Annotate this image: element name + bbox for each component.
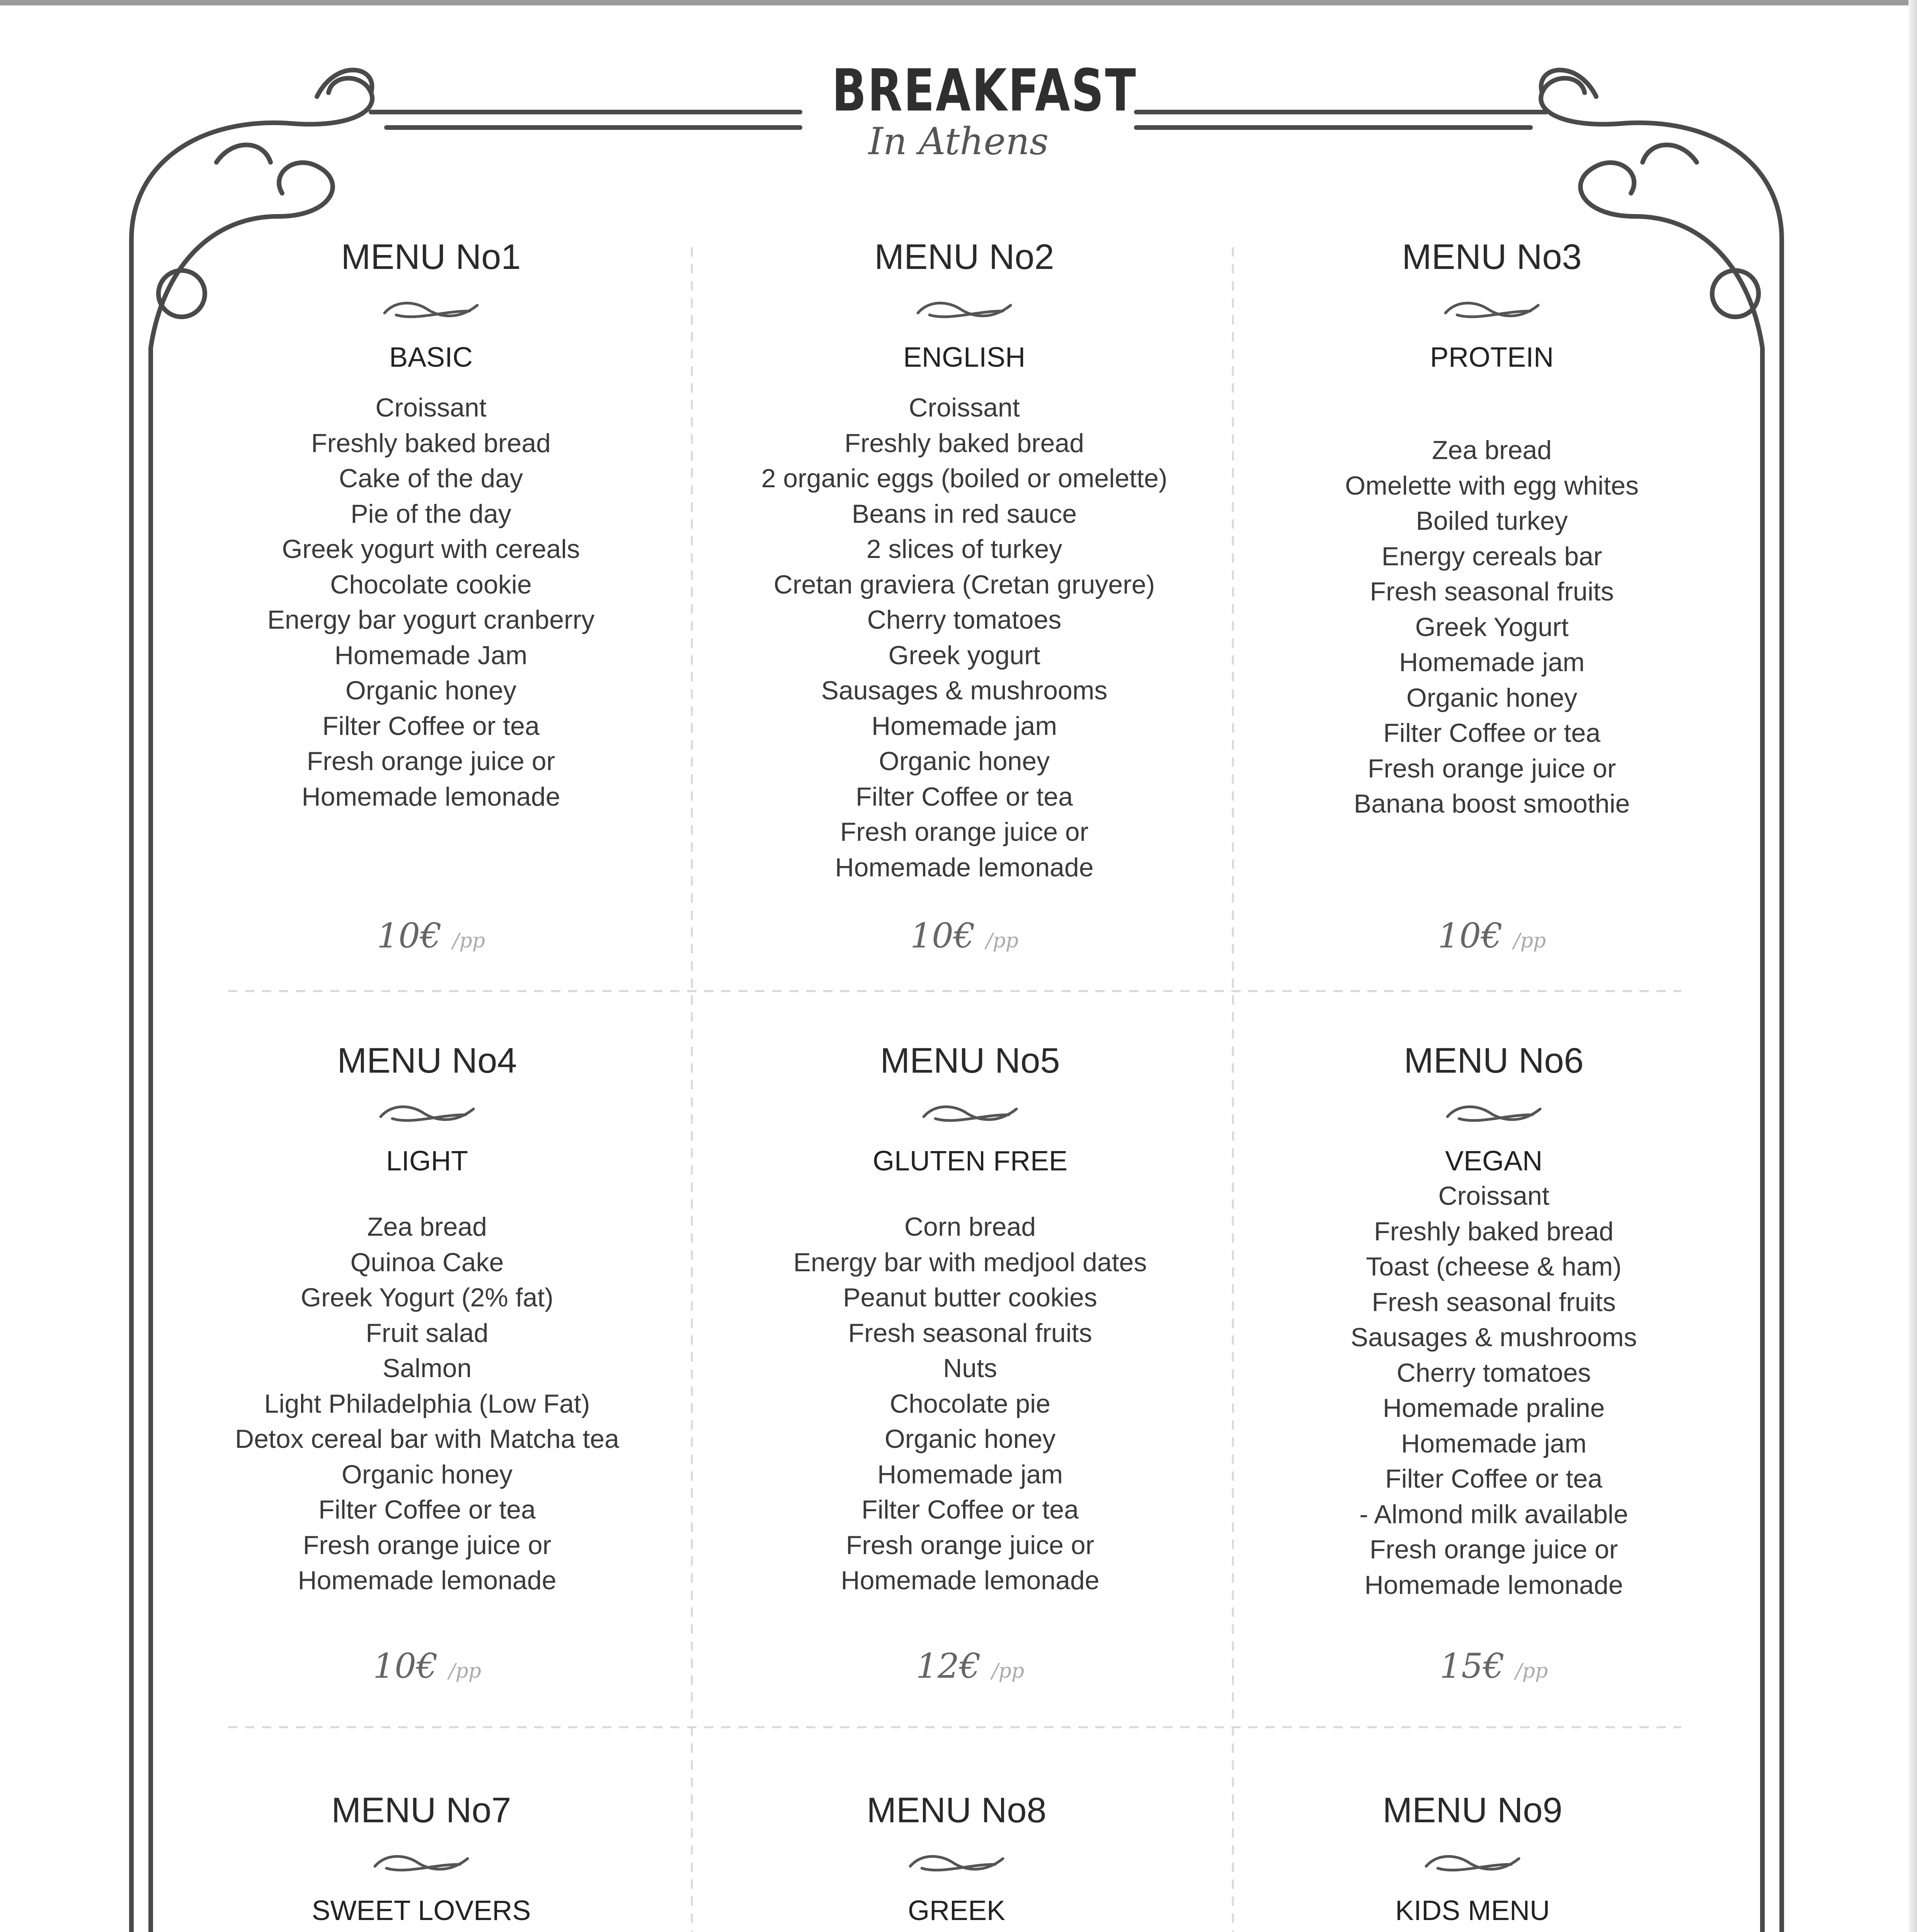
swash-ornament [920, 1101, 1020, 1128]
swash-ornament [371, 1851, 472, 1878]
menu-title: MENU No8 [867, 1791, 1047, 1830]
menu-item: Croissant [375, 393, 487, 422]
menu-items [1241, 433, 1743, 822]
menu-item: Homemade lemonade [298, 1566, 557, 1595]
page-header [796, 57, 1137, 163]
menu-title: MENU No3 [1402, 237, 1582, 277]
menu-item: Fresh orange juice or [306, 747, 555, 776]
menu-item: Chocolate cookie [330, 570, 532, 599]
price-unit: /pp [991, 1660, 1025, 1683]
menu-item: Filter Coffee or tea [318, 1495, 536, 1524]
menu-item: Sausages & mushrooms [821, 676, 1108, 705]
menu-title: MENU No5 [880, 1041, 1060, 1080]
swash-ornament [381, 298, 481, 325]
swash-ornament [914, 298, 1015, 325]
swash-ornament [1444, 1101, 1544, 1128]
menu-item: Beans in red sauce [851, 499, 1077, 529]
price-unit: /pp [452, 929, 485, 952]
menu-item: Freshly baked bread [844, 428, 1084, 458]
menu-item: Energy bar with medjool dates [793, 1247, 1147, 1277]
menu-item: Organic honey [341, 1459, 513, 1489]
menu-item: Fresh seasonal fruits [1372, 1287, 1616, 1317]
menu-item: Energy cereals bar [1381, 541, 1602, 571]
menu-item: Filter Coffee or tea [322, 711, 540, 741]
menu-item: Croissant [1438, 1181, 1549, 1211]
menu-item: Freshly baked bread [311, 428, 551, 458]
menu-item: Filter Coffee or tea [861, 1495, 1079, 1524]
menu-item: Fresh orange juice or [1367, 753, 1616, 783]
menu-item: Homemade praline [1382, 1393, 1605, 1423]
menu-item: Cake of the day [339, 464, 523, 493]
menu-card-2 [713, 236, 1216, 956]
menu-card-9 [1221, 1789, 1724, 1932]
price-amount: 10€ [1437, 916, 1503, 956]
menu-card-6 [1243, 1039, 1745, 1686]
menu-item: Quinoa Cake [350, 1247, 504, 1277]
menu-title: MENU No7 [331, 1791, 511, 1830]
menu-item: Fresh orange juice or [303, 1530, 552, 1560]
menu-item: Cretan graviera (Cretan gruyere) [773, 570, 1155, 599]
menu-item: Homemade Jam [334, 640, 528, 670]
menu-subtitle: VEGAN [1445, 1146, 1543, 1177]
menu-item: Homemade jam [872, 711, 1057, 741]
menu-items [713, 390, 1216, 885]
menu-item: 2 organic eggs (boiled or omelette) [761, 464, 1168, 493]
menu-item: Filter Coffee or tea [1383, 718, 1600, 748]
menu-item: Organic honey [345, 676, 517, 705]
menu-item: Homemade jam [877, 1459, 1063, 1489]
menu-items [719, 1209, 1221, 1599]
menu-subtitle: KIDS MENU [1395, 1895, 1550, 1926]
menu-item: Omelette with egg whites [1345, 471, 1639, 500]
menu-item: Zea bread [367, 1212, 487, 1242]
price-unit: /pp [1515, 1660, 1548, 1683]
menu-item: Zea bread [1432, 435, 1552, 465]
menu-subtitle: BASIC [389, 342, 473, 373]
menu-card-7 [170, 1789, 672, 1932]
menu-title: MENU No4 [337, 1041, 517, 1080]
menu-item: Banana boost smoothie [1353, 789, 1630, 818]
menu-item: Organic honey [1406, 683, 1578, 713]
price-amount: 10€ [910, 916, 975, 956]
menu-card-5 [719, 1039, 1221, 1686]
menu-item: Corn bread [904, 1212, 1036, 1242]
menu-subtitle: GLUTEN FREE [872, 1146, 1068, 1177]
menu-item: Homemade lemonade [301, 782, 560, 811]
menu-item: Nuts [943, 1354, 997, 1383]
menu-title: MENU No6 [1404, 1041, 1584, 1080]
menu-item: Sausages & mushrooms [1350, 1323, 1637, 1352]
menu-card-8 [705, 1789, 1208, 1932]
swash-ornament [906, 1851, 1007, 1878]
price-amount: 10€ [373, 1646, 438, 1686]
menu-subtitle: SWEET LOVERS [312, 1895, 531, 1926]
menu-item: Croissant [909, 393, 1020, 422]
menu-item: Freshly baked bread [1374, 1216, 1614, 1246]
menu-item: Organic honey [878, 747, 1050, 776]
swash-ornament [1422, 1851, 1523, 1878]
menu-subtitle: PROTEIN [1430, 342, 1554, 373]
swash-ornament [377, 1101, 477, 1128]
menu-subtitle: GREEK [907, 1895, 1006, 1926]
menu-price [176, 1646, 678, 1686]
menu-price [180, 916, 682, 956]
menu-item: Fresh orange juice or [840, 817, 1089, 847]
menu-item: - Almond milk available [1359, 1499, 1628, 1529]
menu-item: Filter Coffee or tea [1385, 1464, 1602, 1493]
menu-title: MENU No1 [341, 237, 521, 277]
menu-item: Chocolate pie [890, 1389, 1050, 1418]
menu-item: Homemade lemonade [1364, 1570, 1623, 1600]
menu-item: Greek yogurt with cereals [282, 534, 580, 564]
menu-item: Fresh orange juice or [1369, 1535, 1618, 1564]
menu-item: 2 slices of turkey [866, 534, 1062, 564]
menu-subtitle: LIGHT [386, 1146, 468, 1177]
price-amount: 12€ [916, 1646, 981, 1686]
menu-item: Fresh orange juice or [846, 1530, 1095, 1560]
price-unit: /pp [448, 1660, 482, 1683]
menu-item: Homemade lemonade [841, 1566, 1100, 1595]
price-unit: /pp [986, 929, 1019, 952]
menu-item: Salmon [382, 1354, 472, 1383]
menu-item: Fresh seasonal fruits [1370, 577, 1614, 606]
menu-item: Toast (cheese & ham) [1366, 1252, 1622, 1281]
menu-item: Homemade lemonade [835, 852, 1094, 882]
menu-title: MENU No2 [874, 237, 1054, 277]
price-amount: 10€ [376, 916, 442, 956]
menu-items [1243, 1179, 1745, 1603]
menu-item: Organic honey [884, 1424, 1056, 1454]
menu-item: Detox cereal bar with Matcha tea [235, 1424, 620, 1454]
menu-price [1241, 916, 1743, 956]
menu-item: Peanut butter cookies [843, 1283, 1097, 1312]
menu-item: Fruit salad [366, 1318, 489, 1348]
menu-price [713, 916, 1216, 956]
menu-card-4 [176, 1039, 678, 1686]
menu-item: Energy bar yogurt cranberry [267, 605, 595, 634]
menu-items [176, 1209, 678, 1599]
menu-item: Cherry tomatoes [867, 605, 1062, 634]
menu-price [719, 1646, 1221, 1686]
swash-ornament [1442, 298, 1542, 325]
menu-item: Filter Coffee or tea [856, 782, 1073, 811]
menu-item: Cherry tomatoes [1396, 1358, 1591, 1388]
menu-item: Greek Yogurt (2% fat) [301, 1283, 553, 1312]
menu-title: MENU No9 [1382, 1791, 1563, 1830]
menu-card-1 [180, 236, 682, 956]
menu-item: Homemade jam [1401, 1429, 1587, 1458]
menu-subtitle: ENGLISH [903, 342, 1026, 373]
menu-item: Pie of the day [351, 499, 511, 529]
menu-item: Greek Yogurt [1415, 612, 1569, 642]
menu-item: Light Philadelphia (Low Fat) [264, 1389, 590, 1418]
price-amount: 15€ [1439, 1646, 1505, 1686]
menu-items [180, 390, 682, 815]
price-unit: /pp [1513, 929, 1546, 952]
page-subtitle: In Athens [868, 120, 1049, 163]
page-title: BREAKFAST [832, 57, 1137, 124]
menu-item: Greek yogurt [888, 640, 1040, 670]
menu-item: Fresh seasonal fruits [848, 1318, 1092, 1348]
menu-item: Boiled turkey [1416, 506, 1568, 536]
menu-price [1243, 1646, 1745, 1686]
menu-item: Homemade jam [1399, 648, 1585, 677]
menu-card-3 [1241, 236, 1743, 956]
